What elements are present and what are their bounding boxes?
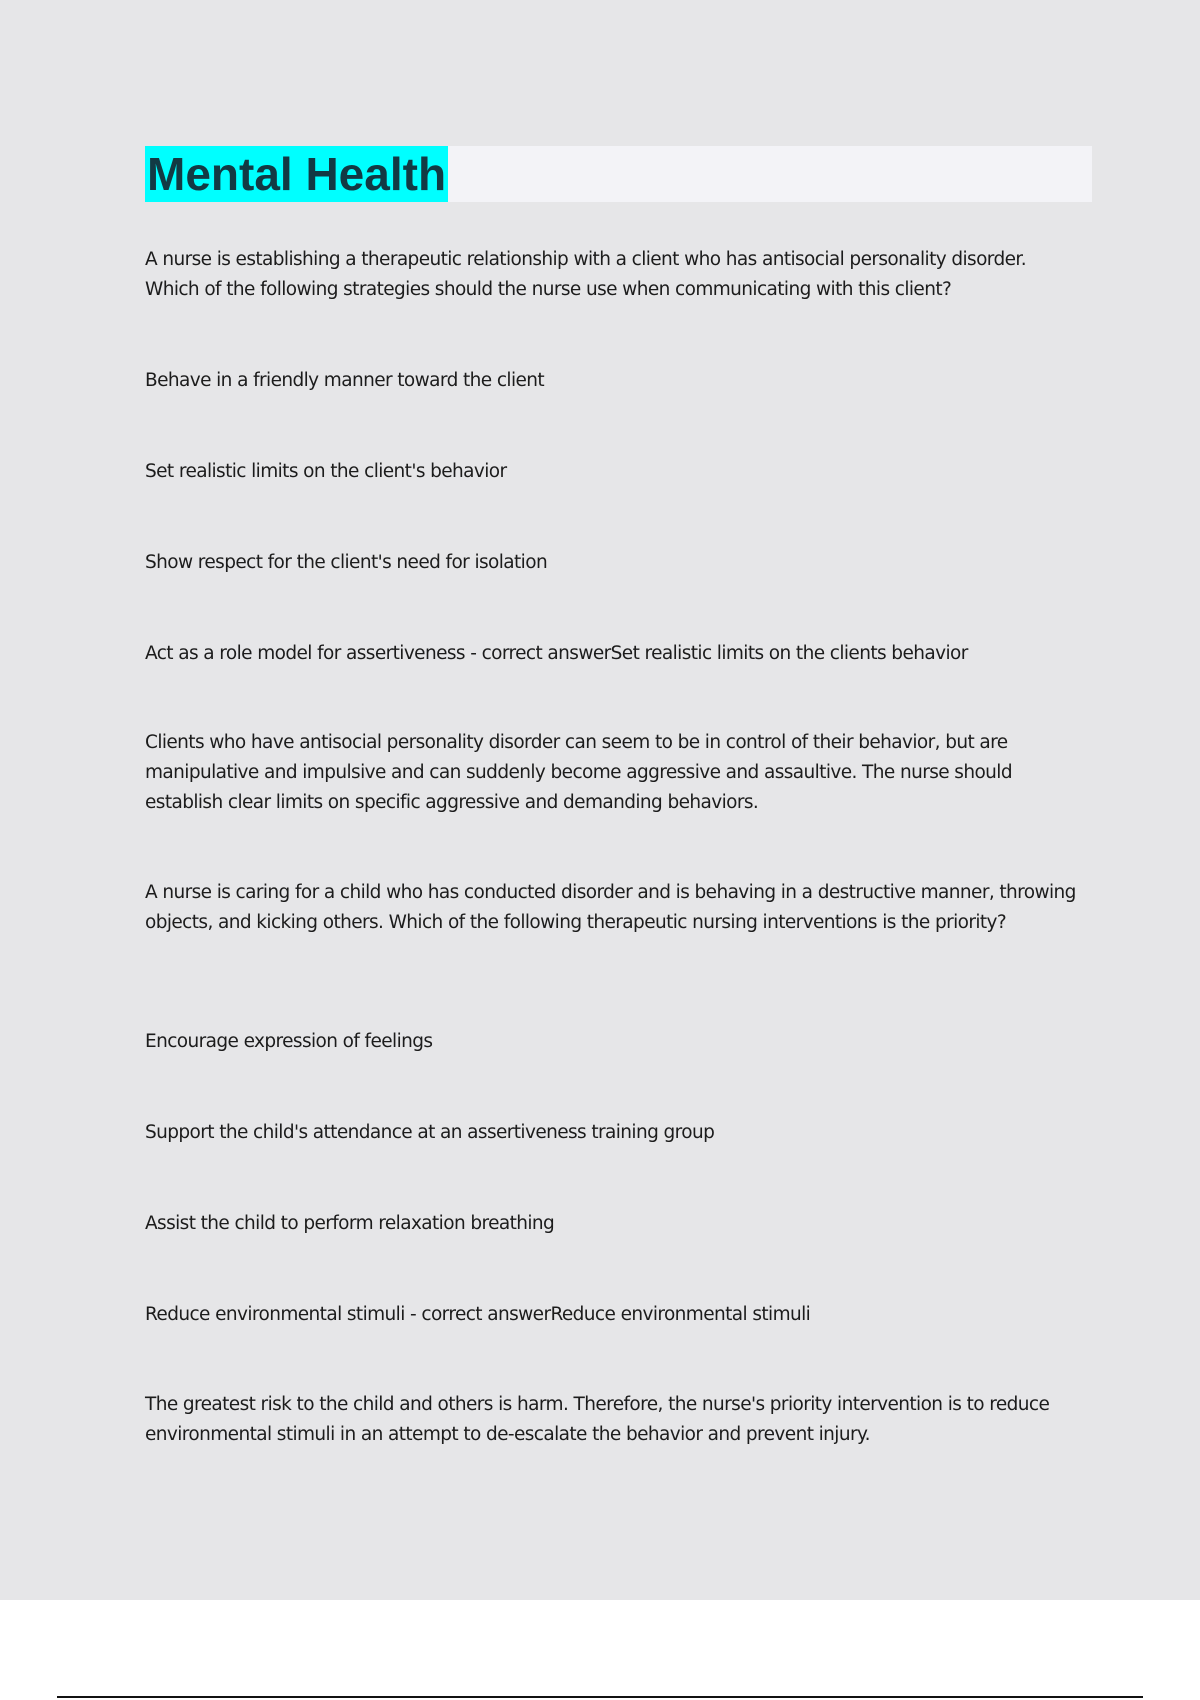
question-1-option-d-answer: Act as a role model for assertiveness - correct answerSet realistic limits on the clients behavior <box>145 643 968 664</box>
page-divider <box>57 1696 1143 1698</box>
question-2-option-b: Support the child's attendance at an assertiveness training group <box>145 1122 715 1143</box>
question-2-rationale: The greatest risk to the child and others is harm. Therefore, the nurse's priority intervention is to reduce environmental stimuli in an attempt to de-escalate the behavior and prevent injury. <box>145 1394 1050 1445</box>
page-title: Mental Health <box>147 148 447 200</box>
question-1-option-b: Set realistic limits on the client's behavior <box>145 461 507 482</box>
question-1-option-c: Show respect for the client's need for isolation <box>145 552 548 573</box>
question-1-rationale: Clients who have antisocial personality disorder can seem to be in control of their behavior, but are manipulative and impulsive and can suddenly become aggressive and assaultive. The nurse should establish clear limits on specific aggressive and demanding behaviors. <box>145 732 1012 813</box>
question-2-option-c: Assist the child to perform relaxation breathing <box>145 1213 555 1234</box>
question-2-option-d-answer: Reduce environmental stimuli - correct answerReduce environmental stimuli <box>145 1304 811 1325</box>
question-2-option-a: Encourage expression of feelings <box>145 1031 433 1052</box>
question-1-stem: A nurse is establishing a therapeutic relationship with a client who has antisocial personality disorder. Which of the following strategies should the nurse use when communicating with this client? <box>145 249 1026 300</box>
title-bar <box>145 146 1092 202</box>
question-2-stem: A nurse is caring for a child who has conducted disorder and is behaving in a destructive manner, throwing objects, and kicking others. Which of the following therapeutic nursing interventions is the priority? <box>145 882 1076 933</box>
question-1-option-a: Behave in a friendly manner toward the client <box>145 370 545 391</box>
